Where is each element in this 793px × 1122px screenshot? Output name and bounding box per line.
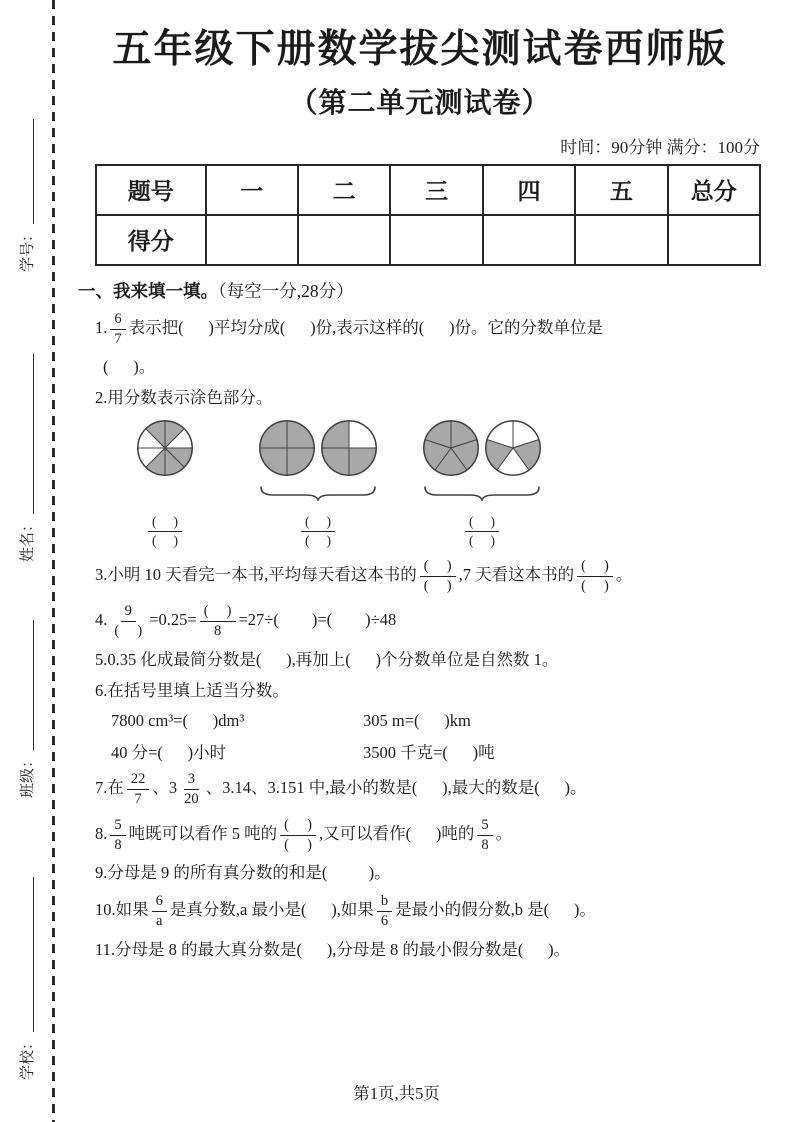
paper-subtitle: （第二单元测试卷） (289, 87, 551, 119)
question-1-line2 (103, 355, 762, 379)
fraction-numerator: ( ) (200, 602, 236, 622)
class-label: 班级： (19, 752, 36, 798)
conversion-item: 7800 cm³=( )dm³ (111, 711, 245, 731)
fraction-circle (421, 418, 481, 483)
answer-fraction-blank-3 (462, 513, 502, 549)
fraction-circle (483, 418, 543, 483)
time-score-info: 时间：90分钟 满分：100分 (560, 137, 760, 157)
score-table (95, 164, 761, 266)
fraction-denominator: 8 (481, 836, 489, 853)
fraction-denominator: 7 (134, 790, 142, 807)
student-name-label: 姓名： (19, 516, 36, 562)
text-run: 表示把( )平均分成( )份,表示这样的( )份。它的分数单位是 (128, 317, 603, 337)
fraction-denominator: ( ) (581, 577, 609, 594)
fraction-blank: $\frac{( )}{( )}$ (465, 513, 499, 549)
fraction-numerator: 3 (184, 770, 199, 790)
section-1-heading (78, 278, 762, 303)
fraction-denominator: ( ) (284, 836, 312, 853)
student-id-field (15, 119, 37, 272)
score-table-cell-1: 一 (206, 165, 298, 215)
text-run: 11.分母是 8 的最大真分数是( ),分母是 8 的最小假分数是( )。 (95, 940, 571, 960)
student-id-line (19, 119, 34, 224)
fraction (377, 892, 392, 931)
school-line (19, 877, 34, 1032)
figure-group-2-circles (257, 418, 379, 483)
text-run: =27÷( )=( )÷48 (238, 610, 397, 630)
text-run: 是最小的假分数,b 是( )。 (395, 900, 596, 920)
question-3 (95, 557, 762, 596)
fraction-denominator: 8 (114, 836, 122, 853)
fraction-circle (135, 418, 195, 483)
figure-group-2 (257, 418, 379, 549)
figure-group-1 (135, 418, 195, 549)
fraction-numerator: 5 (110, 816, 125, 836)
text-run: 。 (495, 823, 513, 843)
test-paper (78, 0, 762, 962)
score-table-cell-2: 二 (298, 165, 390, 215)
conversion-item: 305 m=( )km (363, 711, 471, 731)
class-field (15, 620, 37, 798)
under-brace-icon (421, 485, 543, 505)
text-run: 。 (615, 564, 633, 584)
fraction-denominator: ( ) (114, 623, 143, 640)
fraction-denominator: ( ) (423, 577, 452, 594)
fraction (110, 816, 125, 855)
fraction-numerator: 9 (121, 602, 136, 622)
text-run: 是真分数,a 最小是( ),如果 (169, 900, 374, 920)
score-table-cell-label: 题号 (96, 165, 206, 215)
conversion-item: 40 分=( )小时 (111, 743, 227, 763)
answer-fraction-blank-2 (298, 513, 338, 549)
question-2-figure (135, 418, 762, 549)
fraction-numerator: b (377, 892, 392, 912)
figure-group-1-circles (135, 418, 195, 483)
score-table-cell-total: 总分 (668, 165, 760, 215)
fraction-denominator: a (156, 913, 163, 930)
score-table-cell-5: 五 (575, 165, 667, 215)
score-cell-total (668, 215, 760, 265)
fraction (110, 602, 146, 641)
fraction (152, 892, 167, 931)
question-6-row-1 (111, 711, 762, 731)
figure-group-3-circles (421, 418, 543, 483)
fraction-denominator: 20 (184, 790, 199, 807)
question-6-row-2 (111, 739, 762, 763)
fraction-denominator: 7 (114, 330, 122, 347)
question-10 (95, 892, 762, 931)
student-name-field (15, 354, 37, 562)
score-row-label: 得分 (96, 215, 206, 265)
score-table-header-row (96, 165, 760, 215)
student-name-line (19, 354, 34, 514)
score-cell-5 (575, 215, 667, 265)
school-field (15, 877, 37, 1080)
fraction-blank: $\frac{( )}{( )}$ (148, 513, 182, 549)
score-table-cell-4: 四 (483, 165, 575, 215)
section-1-title: 一、我来填一填。 (78, 280, 218, 301)
fraction-circle (257, 418, 317, 483)
fraction (477, 816, 492, 855)
fraction (280, 816, 316, 855)
fraction (110, 310, 125, 349)
brace-spacer (135, 485, 195, 505)
seal-dashed-line (52, 0, 55, 1122)
question-11 (95, 938, 762, 962)
page-footer: 第1页,共5页 (353, 1084, 440, 1103)
score-table-score-row (96, 215, 760, 265)
score-cell-2 (298, 215, 390, 265)
question-6-label: 6.在括号里填上适当分数。 (95, 681, 289, 701)
fraction-numerator: 5 (477, 816, 492, 836)
fraction-circle (319, 418, 379, 483)
question-7 (95, 770, 762, 809)
student-id-label: 学号： (19, 226, 36, 272)
text-run: 4. (95, 610, 108, 630)
fraction-denominator: 6 (380, 913, 389, 930)
score-cell-4 (483, 215, 575, 265)
text-run: ,又可以看作( )吨的 (318, 823, 475, 843)
text-run: 、3 (152, 778, 178, 798)
text-run: =0.25= (149, 610, 197, 630)
fraction (420, 557, 456, 596)
question-5 (95, 648, 762, 672)
fraction-denominator: 8 (213, 623, 222, 640)
question-4 (95, 602, 762, 641)
figure-group-3 (421, 418, 543, 549)
section-1-note: （每空一分,28分） (218, 280, 354, 301)
fraction-numerator: 6 (152, 892, 167, 912)
text-run: ,7 天看这本书的 (458, 564, 575, 584)
conversion-item: 3500 千克=( )吨 (363, 743, 495, 763)
fraction-numerator: ( ) (577, 557, 613, 577)
fraction (127, 770, 150, 809)
text-run: ( )。 (103, 357, 156, 377)
score-table-cell-3: 三 (390, 165, 482, 215)
fraction-numerator: ( ) (280, 816, 316, 836)
under-brace-icon (257, 485, 379, 505)
fraction-blank: $\frac{( )}{( )}$ (301, 513, 335, 549)
school-label: 学校： (19, 1034, 36, 1080)
paper-title: 五年级下册数学拔尖测试卷西师版 (112, 28, 728, 71)
question-1 (95, 310, 762, 349)
question-8 (95, 816, 762, 855)
text-run: 、3.14、3.151 中,最小的数是( ),最大的数是( )。 (205, 778, 587, 798)
score-cell-3 (390, 215, 482, 265)
fraction-numerator: ( ) (420, 557, 456, 577)
text-run: 吨既可以看作 5 吨的 (128, 823, 278, 843)
fraction (180, 770, 203, 809)
answer-fraction-blank-1 (145, 513, 185, 549)
text-run: 9.分母是 9 的所有真分数的和是( )。 (95, 863, 391, 883)
text-run: 7.在 (95, 778, 124, 798)
question-2-label: 2.用分数表示涂色部分。 (95, 388, 273, 408)
fraction-numerator: 6 (110, 310, 125, 330)
text-run: 8. (95, 823, 108, 843)
text-run: 5.0.35 化成最简分数是( ),再加上( )个分数单位是自然数 1。 (95, 650, 559, 670)
text-run: 1. (95, 317, 108, 337)
question-9 (95, 861, 762, 885)
fraction-numerator: 22 (127, 770, 150, 790)
fraction (577, 557, 613, 596)
text-run: 10.如果 (95, 900, 149, 920)
score-cell-1 (206, 215, 298, 265)
class-line (19, 620, 34, 750)
text-run: 3.小明 10 天看完一本书,平均每天看这本书的 (95, 564, 417, 584)
fraction (200, 602, 236, 641)
